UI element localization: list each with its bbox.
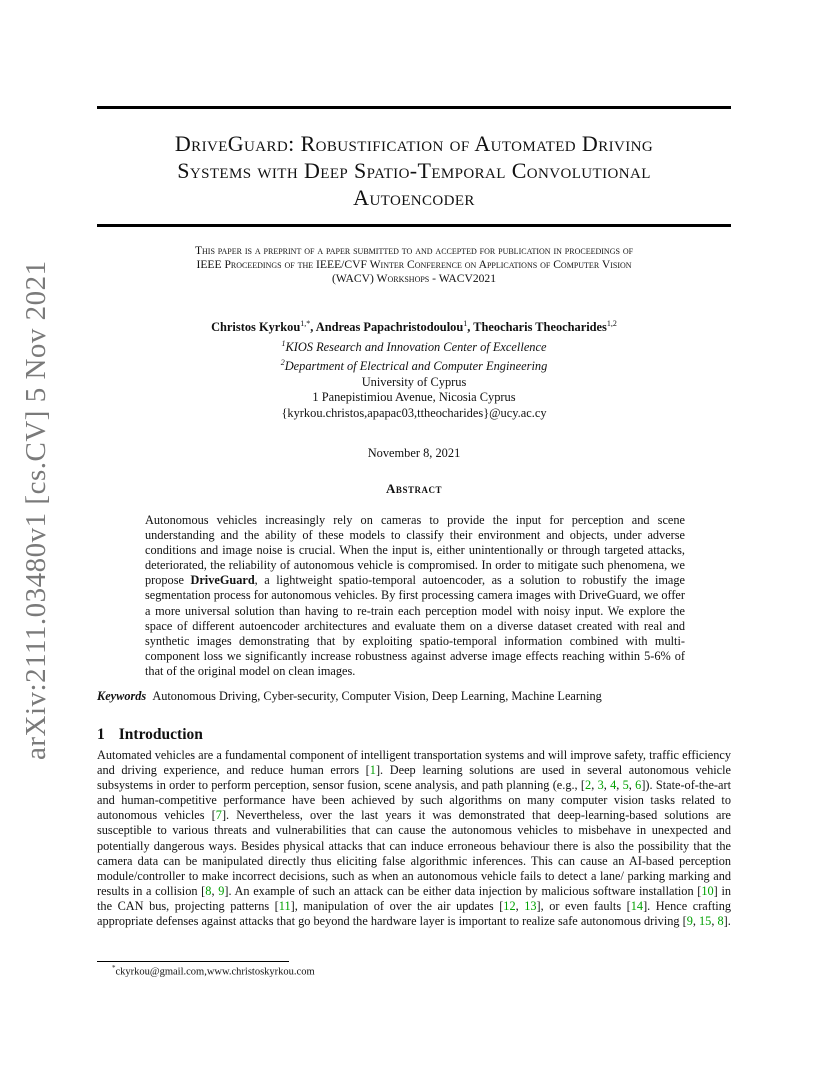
title-top-rule xyxy=(97,106,731,109)
citation-link[interactable]: 8 xyxy=(205,883,212,898)
affiliation-2: $^2$Department of Electrical and Computer Engineering xyxy=(280,358,548,374)
affiliation-2-mark: 2 xyxy=(280,358,285,368)
author-2-affil: 1 xyxy=(463,319,468,328)
citation-link[interactable]: 3 xyxy=(597,778,604,793)
citation-link[interactable]: 14 xyxy=(630,898,644,913)
introduction-paragraph: Automated vehicles are a fundamental component of intelligent transportation systems and will improve safety, traffic efficiency and driving experience, and reduce human errors [1]. Deep learning solutions are used in several autonomous vehicle subsystems in order to perform perception, sensor fusion, scene analysis, and path planning (e.g., [2, 3, 4, 5, 6]). State-of-the-art and human-competitive performance have been achieved by such algorithms on many computer vision tasks related to autonomous vehicles [7]. Nevertheless, over the last years it was demonstrated that deep-learning-based solutions are susceptible to various threats and vulnerabilities that can cause the autonomous vehicles to misbehave in unexpected and potentially dangerous ways. Besides physical attacks that can induce erroneous behaviour there is also the possibility that the camera data can be manipulated directly thus eliciting false algorithmic inferences. This can cause an AI-based perception module/controller to make incorrect decisions, such as when an autonomous vehicle fails to detect a lane/ parking marking and results in a collision [8, 9]. An example of such an attack can be either data injection by malicious software installation [10] in the CAN bus, projecting patterns [11], manipulation of over the air updates [12, 13], or even faults [14]. Hence crafting appropriate defenses against attacks that go beyond the hardware layer is important to realize safe autonomous driving [9, 15, 8]. xyxy=(97,748,732,929)
title-line-1: DriveGuard: Robustification of Automated Driving xyxy=(174,131,654,156)
arxiv-identifier-text: arXiv:2111.03480v1 [cs.CV] 5 Nov 2021 xyxy=(20,260,52,760)
footnote xyxy=(112,964,315,978)
citation-link[interactable]: 2 xyxy=(585,778,592,793)
footnote-mark: * xyxy=(112,964,116,972)
citation-link[interactable]: 8 xyxy=(717,914,724,929)
section-heading xyxy=(97,726,203,744)
preprint-line-3: (WACV) Workshops - WACV2021 xyxy=(331,272,497,285)
author-names: Christos Kyrkou$^{1,*}$, Andreas Papachristodoulou$^1$, Theocharis Theocharides$^{1,2}$ xyxy=(211,319,617,335)
citation-link[interactable]: 10 xyxy=(701,883,714,898)
citation-link[interactable]: 6 xyxy=(635,778,642,793)
citation-link[interactable]: 7 xyxy=(215,808,222,823)
abstract-body: Autonomous vehicles increasingly rely on cameras to provide the input for perception and scene understanding and the ability of these models to classify their environment and objects, under adverse conditions and image noise is crucial. When the input is, either unintentionally or through targeted attacks, deteriorated, the reliability of autonomous vehicle is compromised. In order to mitigate such phenomena, we propose DriveGuard, a lightweight spatio-temporal autoencoder, as a solution to robustify the image segmentation process for autonomous vehicles. By first processing camera images with DriveGuard, we offer a more universal solution than having to re-train each perception model with noisy input. We explore the space of different autoencoder architectures and evaluate them on a diverse dataset created with real and synthetic images demonstrating that by exploiting spatio-temporal information combined with multi-component loss we significantly increase robustness against adverse image effects reaching within 5-6% of that of the original model on clean images. xyxy=(145,513,685,678)
keywords-label: Keywords xyxy=(97,689,147,703)
author-3-affil: 1,2 xyxy=(606,319,617,328)
section-number: 1 xyxy=(97,726,105,743)
abstract-heading: Abstract xyxy=(386,481,442,496)
citation-link[interactable]: 4 xyxy=(610,778,617,793)
author-1: Christos Kyrkou xyxy=(211,320,301,335)
title-line-3: Autoencoder xyxy=(353,185,475,210)
footnote-text: ckyrkou@gmail.com,www.christoskyrkou.com xyxy=(115,966,315,978)
author-2: Andreas Papachristodoulou xyxy=(315,320,464,335)
title-bottom-rule xyxy=(97,224,731,227)
citation-link[interactable]: 9 xyxy=(218,883,225,898)
address: 1 Panepistimiou Avenue, Nicosia Cyprus xyxy=(312,390,516,405)
section-title: Introduction xyxy=(118,726,203,743)
citation-link[interactable]: 15 xyxy=(699,914,712,929)
arxiv-identifier xyxy=(16,260,56,760)
affiliation-1: $^1$KIOS Research and Innovation Center of Excellence xyxy=(281,338,547,354)
driveguard-name: DriveGuard xyxy=(190,573,255,588)
title-line-2: Systems with Deep Spatio-Temporal Convolutional xyxy=(177,158,651,183)
citation-link[interactable]: 9 xyxy=(686,914,693,929)
citation-link[interactable]: 12 xyxy=(503,898,516,913)
citation-link[interactable]: 13 xyxy=(524,898,537,913)
preprint-line-2: IEEE Proceedings of the IEEE/CVF Winter Conference on Applications of Computer Vision xyxy=(196,258,632,271)
author-block xyxy=(97,316,731,421)
author-emails: {kyrkou.christos,apapac03,ttheocharides}@ucy.ac.cy xyxy=(281,405,547,420)
citation-link[interactable]: 1 xyxy=(369,763,376,778)
keywords xyxy=(97,689,731,704)
paper-date: November 8, 2021 xyxy=(367,446,461,460)
citation-link[interactable]: 5 xyxy=(622,778,629,793)
citation-link[interactable]: 11 xyxy=(278,898,291,913)
author-3: Theocharis Theocharides xyxy=(473,320,607,335)
university: University of Cyprus xyxy=(361,374,467,389)
preprint-line-1: This paper is a preprint of a paper submitted to and accepted for publication in proceedings of xyxy=(194,244,634,257)
footnote-rule xyxy=(97,961,289,962)
paper-title xyxy=(97,130,731,211)
preprint-notice xyxy=(97,244,731,286)
affiliation-1-mark: 1 xyxy=(281,338,286,348)
keywords-text: Autonomous Driving, Cyber-security, Computer Vision, Deep Learning, Machine Learning xyxy=(152,689,602,703)
author-1-affil: 1,* xyxy=(300,319,311,328)
